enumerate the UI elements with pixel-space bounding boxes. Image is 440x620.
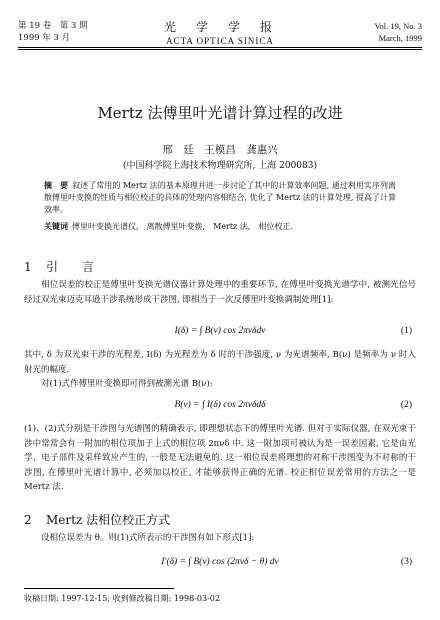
- paragraph: (1)、(2)式分别是干涉图与光谱图的精确表示, 即理想状态下的傅里叶光谱. 但对于实际仪器, 在双光束干涉中常常会有一附加的相位项加于上式的相位项 2πνδ 中. 这一附加项可被认为是一误差因素, 它是由光学、电子部件及采样致应产生的, 一般是无法避免的. 这一相位误差将理想的对称干涉图变为不对称的干涉图, 在傅里叶光谱计算中, 必须加以校正, 才能够获得正确的光谱. 校正相位误差常用的方法之一是 Mertz 法.: [24, 424, 416, 492]
- volume-en: Vol. 19, No. 3: [374, 21, 422, 31]
- journal-name-en: ACTA OPTICA SINICA: [166, 36, 274, 46]
- authors: 邢 廷 王模昌 龚惠兴: [162, 144, 278, 156]
- abstract: [44, 180, 396, 216]
- abstract-label: 摘 要: [44, 181, 69, 190]
- equation-2: [24, 392, 416, 422]
- equation-3-body: I′(δ) = ∫ B(ν) cos (2πνδ − θ) dν: [161, 557, 279, 567]
- section-1-heading: [24, 259, 94, 275]
- abstract-text: 叙述了常用的 Mertz 法的基本原理并进一步讨论了其中的计算效率问题, 通过利用实序列离散傅里叶变换的性质与相位校正的具体的处理内容相结合, 优化了 Mertz 法的计算处理, 提高了计算效率。: [44, 181, 396, 214]
- paragraph: 相位误差的校正是傅里叶变换光谱仪器计算处理中的重要环节, 在傅里叶变换光谱学中, 被测光信号经过双光束迈克耳逊干涉系统形成干涉图, 即相当于一次反傅里叶变换调制处理[1]:: [24, 280, 416, 305]
- section-1-para-2: [24, 348, 416, 392]
- volume-issue: 第 19 卷 第 3 期: [18, 21, 88, 31]
- section-1-para-3: [24, 422, 416, 495]
- paragraph: 设相位误差为 θ。则(1)式所表示的干涉图有如下形式[1]:: [41, 533, 255, 543]
- date-en: March, 1999: [378, 33, 422, 43]
- paragraph: 对(1)式作傅里叶变换即可得到被测光谱 B(ν):: [41, 379, 213, 389]
- paper-title: Mertz 法傅里叶光谱计算过程的改进: [97, 104, 343, 122]
- keywords-label: 关键词: [44, 222, 68, 231]
- equation-3: [24, 549, 416, 579]
- journal-name-cn: 光 学 学 报: [163, 20, 276, 34]
- equation-3-number: (3): [400, 557, 412, 567]
- keywords-text: 傅里叶变换光谱仪, 离散傅里叶变换, Mertz 法, 相位校正.: [72, 222, 293, 231]
- equation-1: [24, 318, 416, 348]
- header-right: [374, 20, 422, 44]
- section-2-number: 2: [24, 513, 32, 527]
- equation-1-body: I(δ) = ∫ B(ν) cos 2πνδdν: [174, 326, 266, 336]
- equation-1-number: (1): [400, 326, 412, 336]
- equation-2-number: (2): [400, 400, 412, 410]
- affiliation: (中国科学院上海技术物理研究所, 上海 200083): [123, 161, 317, 171]
- keywords: [44, 221, 396, 233]
- section-2-para-1: [24, 531, 416, 546]
- header-rule: [18, 47, 422, 48]
- section-2-heading: [24, 512, 170, 528]
- section-1-title: 引 言: [46, 260, 95, 274]
- received-date: 收稿日期: 1997-12-15; 收到修改稿日期: 1998-03-02: [24, 594, 220, 603]
- equation-2-body: B(ν) = ∫ I(δ) cos 2πνδdδ: [174, 400, 266, 410]
- paragraph: 其中, δ 为双光束干涉的光程差, I(δ) 为光程差为 δ 时的干涉强度, ν 为光谱频率, B(ν) 是频率为 ν 时入射光的幅度.: [24, 350, 416, 375]
- section-1-para-1: [24, 278, 416, 307]
- issue-date: 1999 年 3 月: [18, 33, 71, 43]
- section-1-number: 1: [24, 260, 32, 274]
- header-rule-2: [18, 49, 422, 50]
- footnote-rule: [24, 588, 174, 589]
- section-2-title: Mertz 法相位校正方式: [46, 513, 171, 527]
